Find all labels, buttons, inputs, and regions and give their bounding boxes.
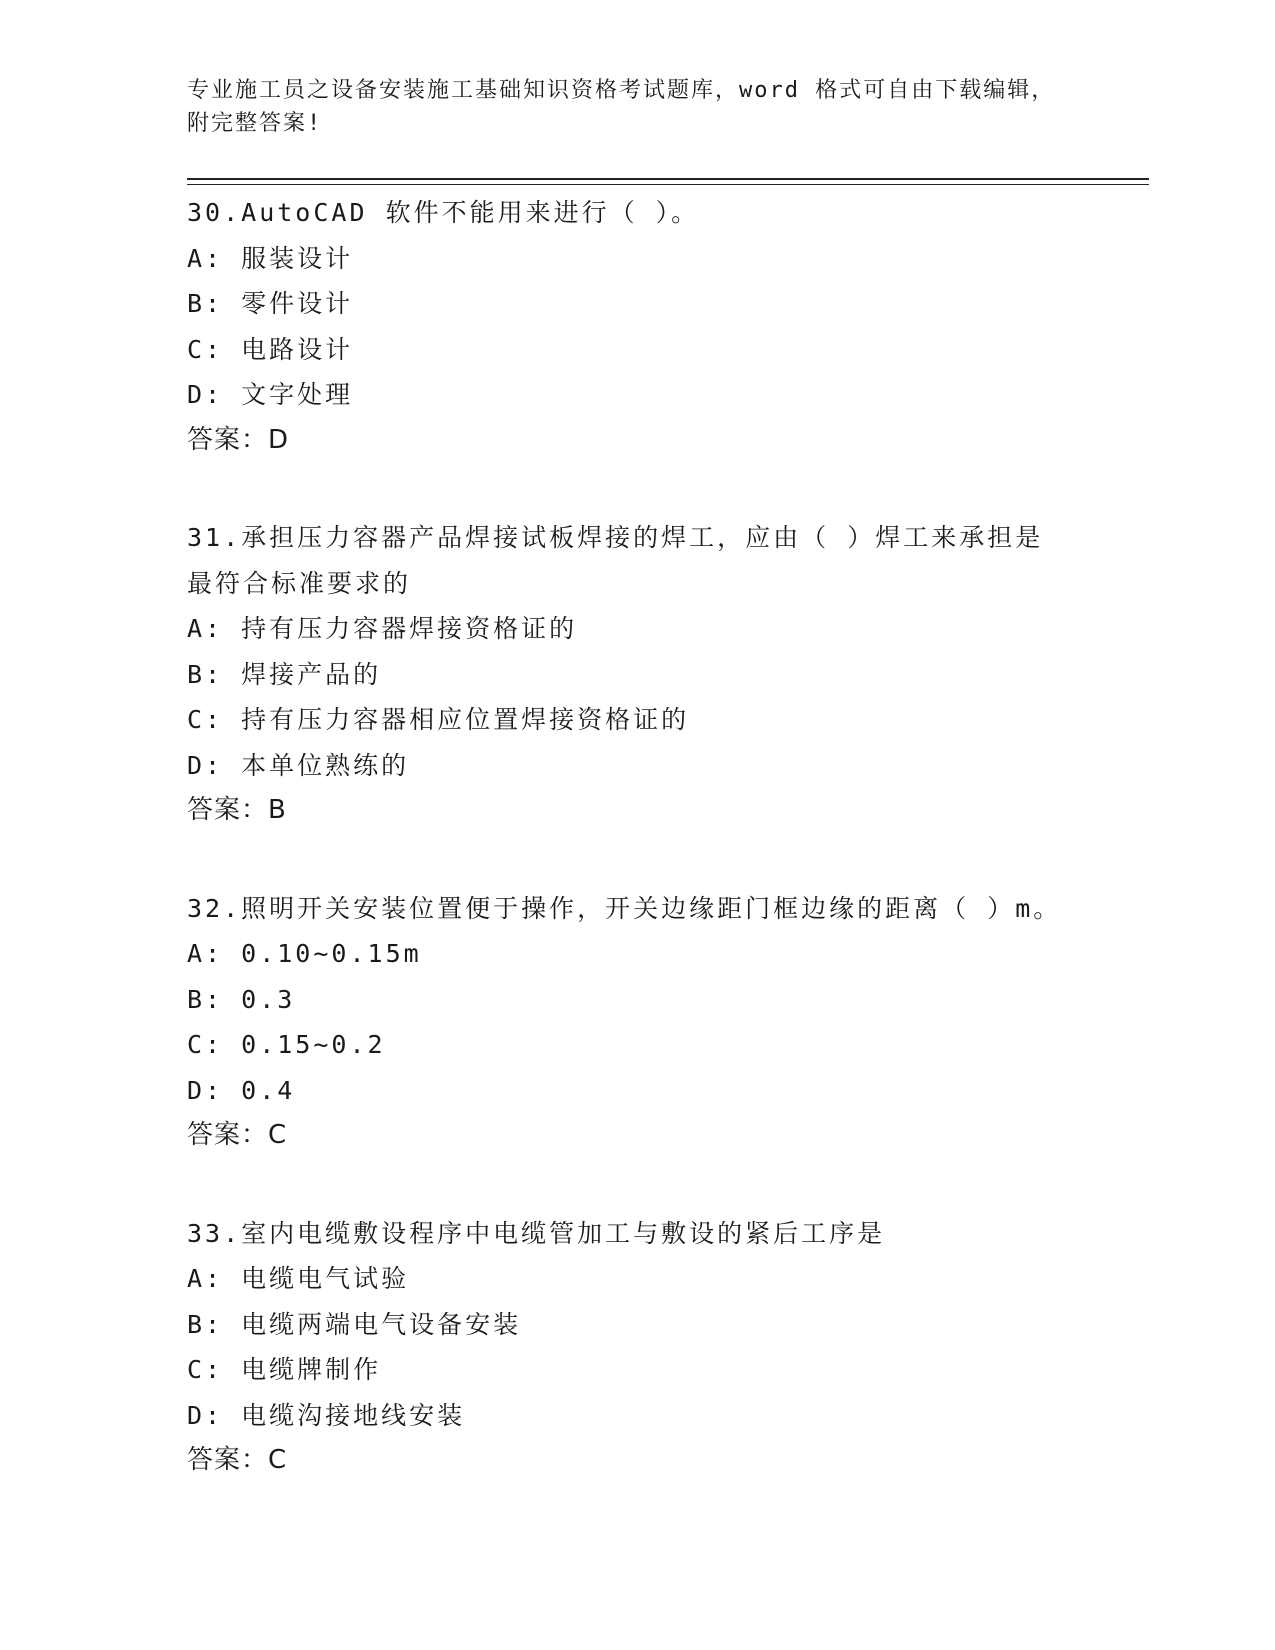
question-33 xyxy=(187,1211,1107,1484)
option-d: D: 文字处理 xyxy=(187,380,354,409)
header-line-2: 附完整答案! xyxy=(187,111,323,136)
question-stem: 31.承担压力容器产品焊接试板焊接的焊工，应由（ ）焊工来承担是最符合标准要求的 xyxy=(187,523,1044,598)
option-a: A: 持有压力容器焊接资格证的 xyxy=(187,614,578,643)
option-c: C: 0.15~0.2 xyxy=(187,1030,386,1059)
question-stem: 30.AutoCAD 软件不能用来进行（ ）。 xyxy=(187,198,700,227)
question-stem: 32.照明开关安装位置便于操作，开关边缘距门框边缘的距离（ ）m。 xyxy=(187,893,1062,923)
option-a: A: 服装设计 xyxy=(187,243,354,273)
question-31 xyxy=(187,515,1107,834)
option-d: D: 本单位熟练的 xyxy=(187,750,410,780)
option-b: B: 焊接产品的 xyxy=(187,659,382,689)
answer-label: 答案：B xyxy=(187,795,287,825)
option-c: C: 电缆牌制作 xyxy=(187,1355,382,1384)
answer-label: 答案：C xyxy=(187,1445,288,1475)
option-c: C: 持有压力容器相应位置焊接资格证的 xyxy=(187,705,690,734)
question-30 xyxy=(187,190,1107,463)
option-d: D: 0.4 xyxy=(187,1075,296,1105)
question-stem: 33.室内电缆敷设程序中电缆管加工与敷设的紧后工序是 xyxy=(187,1218,886,1248)
option-c: C: 电路设计 xyxy=(187,334,354,364)
document-header xyxy=(187,74,1087,140)
header-line-1: 专业施工员之设备安装施工基础知识资格考试题库，word 格式可自由下载编辑， xyxy=(187,78,1056,103)
option-b: B: 电缆两端电气设备安装 xyxy=(187,1309,522,1339)
option-a: A: 0.10~0.15m xyxy=(187,939,422,968)
option-d: D: 电缆沟接地线安装 xyxy=(187,1400,466,1430)
option-b: B: 零件设计 xyxy=(187,289,354,318)
option-b: B: 0.3 xyxy=(187,984,296,1014)
option-a: A: 电缆电气试验 xyxy=(187,1264,410,1293)
question-32 xyxy=(187,886,1107,1159)
answer-label: 答案：D xyxy=(187,424,290,455)
header-divider-thin xyxy=(187,184,1149,185)
header-divider-thick xyxy=(187,178,1149,180)
answer-label: 答案：C xyxy=(187,1120,288,1150)
question-list xyxy=(187,190,1107,1536)
